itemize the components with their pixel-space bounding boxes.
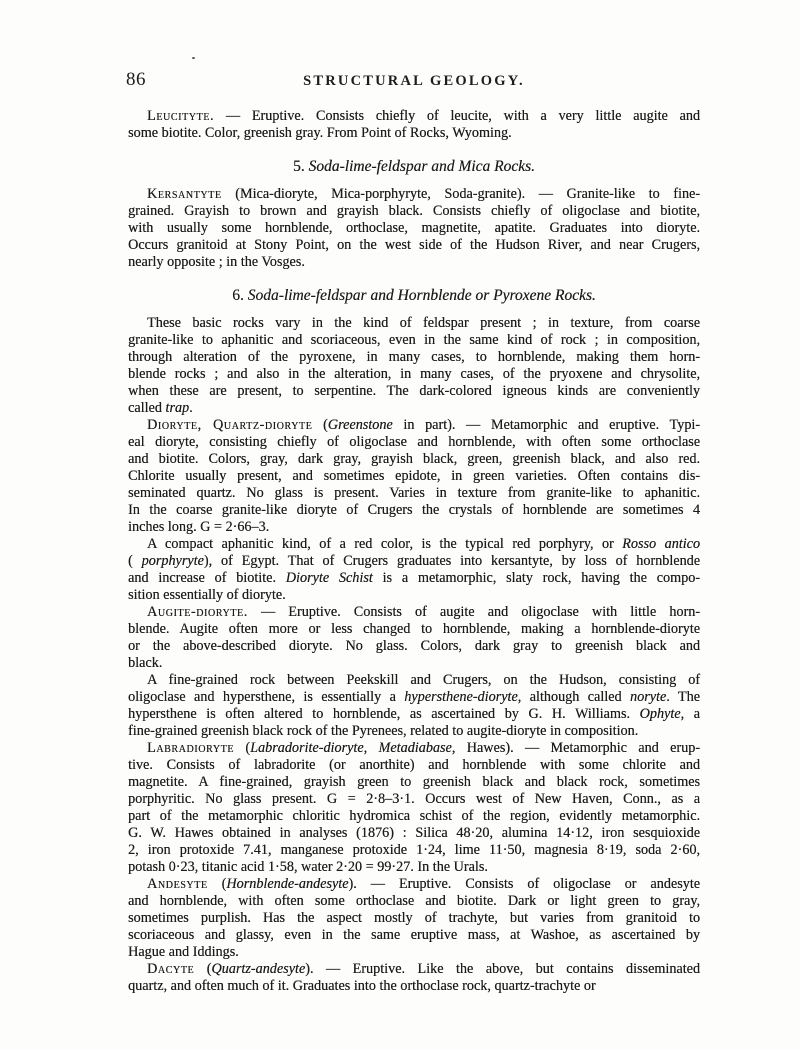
page-number: 86 (126, 69, 146, 90)
text-line: Kersantyte (Mica-dioryte, Mica-porphyryte, Soda-granite). — Granite-like to fine- (147, 186, 700, 202)
section-heading (128, 286, 700, 306)
text-line: In the coarse granite-like dioryte of Crugers the crystals of hornblende are sometimes 4 (128, 502, 700, 518)
text-line: potash 0·23, titanic acid 1·58, water 2·20 = 99·27. In the Urals. (128, 859, 488, 875)
text-line: porphyritic. No glass present. G = 2·8–3·1. Occurs west of New Haven, Conn., as a (128, 791, 700, 807)
paragraph (128, 604, 700, 672)
text-line: sition essentially of dioryte. (128, 587, 286, 603)
text-line: Dioryte, Quartz-dioryte (Greenstone in part). — Metamorphic and eruptive. Typi- (147, 417, 700, 433)
text-line: Labradioryte (Labradorite-dioryte, Metadiabase, Hawes). — Metamorphic and erup- (147, 740, 700, 756)
paragraph (128, 961, 700, 995)
text-line: A compact aphanitic kind, of a red color, is the typical red porphyry, or Rosso antico (147, 536, 700, 552)
text-line: 6. Soda-lime-feldspar and Hornblende or Pyroxene Rocks. (232, 287, 596, 304)
text-line: when these are present, to serpentine. The dark-colored igneous kinds are conveniently (128, 383, 700, 399)
text-line: magnetite. A fine-grained, grayish green to greenish black and black rock, sometimes (128, 774, 700, 790)
text-line: Augite-dioryte. — Eruptive. Consists of augite and oligoclase with little horn- (147, 604, 700, 620)
text-line: or the above-described dioryte. No glass. Colors, dark gray to greenish black and (128, 638, 700, 654)
paragraph (128, 536, 700, 604)
section-heading (128, 157, 700, 177)
text-line: Dacyte (Quartz-andesyte). — Eruptive. Like the above, but contains disseminated (147, 961, 700, 977)
text-line: blende rocks ; and also in the alteration, in many cases, of the pryoxene and chrysolite, (128, 366, 700, 382)
text-line: These basic rocks vary in the kind of feldspar present ; in texture, from coarse (147, 315, 700, 331)
text-line: with usually some hornblende, orthoclase, magnetite, apatite. Graduates into dioryte. (128, 220, 700, 236)
text-line: Leucityte. — Eruptive. Consists chiefly of leucite, with a very little augite and (147, 108, 700, 124)
paragraph (128, 740, 700, 876)
text-line: Occurs granitoid at Stony Point, on the west side of the Hudson River, and near Crugers, (128, 237, 700, 253)
text-line: part of the metamorphic chloritic hydromica schist of the region, evidently metamorphic. (128, 808, 700, 824)
text-line: and increase of biotite. Dioryte Schist is a metamorphic, slaty rock, having the compo- (128, 570, 700, 586)
scan-artifact-dot (192, 57, 195, 59)
text-line: blende. Augite often more or less changed to hornblende, making a hornblende-dioryte (128, 621, 700, 637)
text-line: Andesyte (Hornblende-andesyte). — Eruptive. Consists of oligoclase or andesyte (147, 876, 700, 892)
text-line: through alteration of the pyroxene, in many cases, to hornblende, making them horn- (128, 349, 700, 365)
paragraph (128, 672, 700, 740)
text-line: inches long. G = 2·66–3. (128, 519, 270, 535)
text-line: hypersthene is often altered to hornblende, as ascertained by G. H. Williams. Ophyte, a (128, 706, 700, 722)
text-line: ( porphyryte), of Egypt. That of Crugers graduates into kersantyte, by loss of hornblende (128, 553, 700, 569)
text-line: black. (128, 655, 163, 671)
text-line: fine-grained greenish black rock of the Pyrenees, related to augite-dioryte in composition. (128, 723, 639, 739)
text-line: grained. Grayish to brown and grayish black. Consists chiefly of oligoclase and biotite, (128, 203, 700, 219)
text-line: G. W. Hawes obtained in analyses (1876) : Silica 48·20, alumina 14·12, iron sesquioxide (128, 825, 700, 841)
text-line: eal dioryte, consisting chiefly of oligoclase and hornblende, with often some orthoclase (128, 434, 700, 450)
text-line: called trap. (128, 400, 193, 416)
text-line: oligoclase and hypersthene, is essentially a hypersthene-dioryte, although called noryte. The (128, 689, 700, 705)
text-line: Hague and Iddings. (128, 944, 239, 960)
text-line: A fine-grained rock between Peekskill and Crugers, on the Hudson, consisting of (147, 672, 700, 688)
text-line: quartz, and often much of it. Graduates into the orthoclase rock, quartz-trachyte or (128, 978, 596, 994)
text-line: sometimes purplish. Has the aspect mostly of trachyte, but varies from granitoid to (128, 910, 700, 926)
paragraph (128, 876, 700, 961)
text-line: and biotite. Colors, gray, dark gray, grayish black, green, greenish black, and also red. (128, 451, 700, 467)
text-line: and hornblende, with often some orthoclase and biotite. Dark or light green to gray, (128, 893, 700, 909)
page-header (128, 69, 700, 91)
text-line: seminated quartz. No glass is present. Varies in texture from granite-like to aphanitic. (128, 485, 700, 501)
text-block (128, 108, 700, 995)
text-line: scoriaceous and glassy, even in the same eruptive mass, at Washoe, as ascertained by (128, 927, 700, 943)
text-line: nearly opposite ; in the Vosges. (128, 254, 305, 270)
running-head: STRUCTURAL GEOLOGY. (303, 73, 525, 89)
text-line: 5. Soda-lime-feldspar and Mica Rocks. (293, 158, 535, 175)
text-line: granite-like to aphanitic and scoriaceous, even in the same kind of rock ; in composition, (128, 332, 700, 348)
text-line: Chlorite usually present, and sometimes epidote, in green varieties. Often contains dis- (128, 468, 700, 484)
paragraph (128, 417, 700, 536)
text-line: 2, iron protoxide 7.41, manganese protoxide 1·24, lime 11·50, magnesia 8·19, soda 2·60, (128, 842, 700, 858)
paragraph (128, 315, 700, 417)
text-line: tive. Consists of labradorite (or anorthite) and hornblende with some chlorite and (128, 757, 700, 773)
paragraph (128, 186, 700, 271)
paragraph (128, 108, 700, 142)
text-line: some biotite. Color, greenish gray. From Point of Rocks, Wyoming. (128, 125, 512, 141)
